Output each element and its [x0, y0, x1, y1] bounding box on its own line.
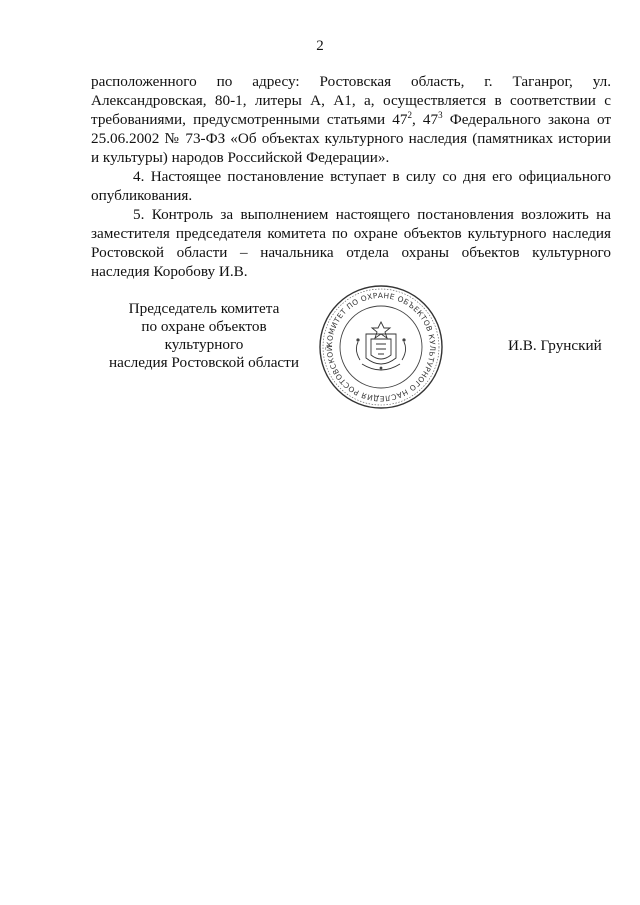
document-body — [91, 72, 611, 281]
paragraph-4: 4. Настоящее постановление вступает в силу со дня его официального опубликования. — [91, 168, 611, 204]
paragraph-continuation-mid: , 47 — [411, 111, 439, 128]
signer-title-line: наследия Ростовской области — [109, 354, 299, 371]
svg-text:КОМИТЕТ ПО ОХРАНЕ ОБЪЕКТОВ КУЛ: КОМИТЕТ ПО ОХРАНЕ ОБЪЕКТОВ КУЛЬТУРНОГО НАСЛЕДИЯ РОСТОВСКОЙ — [324, 290, 438, 404]
paragraph-continuation — [91, 72, 611, 167]
paragraph-5: 5. Контроль за выполнением настоящего постановления возложить на заместителя председателя комитета по охране объектов культурного наследия Ростовской области – начальника отдела охраны объектов культурного наследия Коробову И.В. — [91, 206, 611, 280]
paragraph-continuation-end: Федерального закона от 25.06.2002 № 73-ФЗ «Об объектах культурного наследия (памятниках истории и культуры) народов Российской Федерации». — [91, 111, 611, 166]
paragraph-continuation-start: расположенного по адресу: Ростовская область, г. Таганрог, ул. Александровская, 80-1, литеры А, А1, а, осуществляется в соответствии с требованиями, предусмотренными статьями 47 — [91, 73, 611, 128]
signer-title-line: Председатель комитета — [128, 300, 280, 317]
signer-title-line: по охране объектов культурного — [141, 318, 267, 353]
superscript-3: 3 — [438, 110, 443, 120]
official-seal-icon — [318, 284, 444, 410]
superscript-2: 2 — [407, 110, 412, 120]
signer-title — [104, 300, 304, 372]
page-number: 2 — [316, 38, 324, 54]
signer-name: И.В. Грунский — [508, 337, 602, 354]
